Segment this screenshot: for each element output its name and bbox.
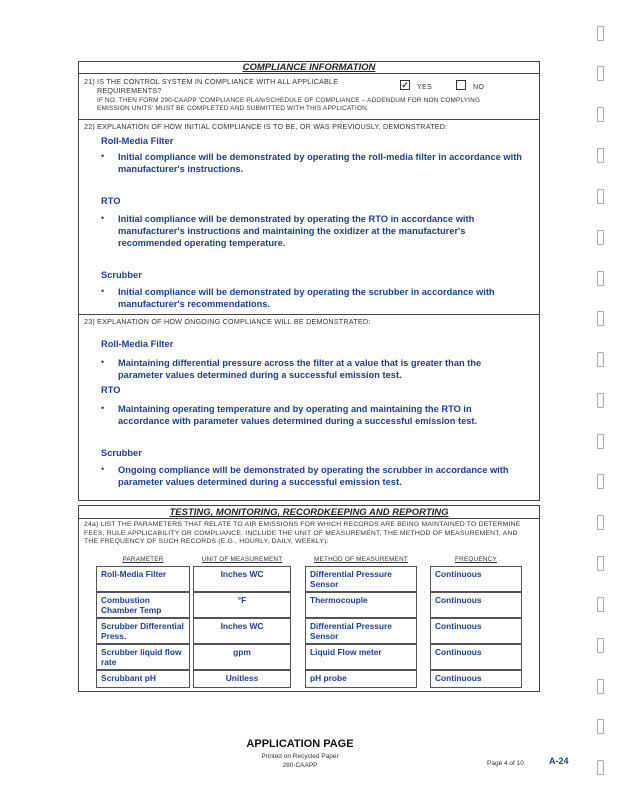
testing-title: TESTING, MONITORING, RECORDKEEPING AND REPORTING xyxy=(169,507,449,518)
margin-tab xyxy=(597,597,604,612)
column-header-method: METHOD OF MEASUREMENT xyxy=(313,556,409,563)
compliance-title: COMPLIANCE INFORMATION xyxy=(242,62,376,73)
q22-text: 22) EXPLANATION OF HOW INITIAL COMPLIANCE IS TO BE, OR WAS PREVIOUSLY, DEMONSTRATED: xyxy=(84,122,448,131)
margin-tab xyxy=(597,107,604,122)
table-cell-unit: gpm xyxy=(193,644,291,670)
q23-bullet-rto: Maintaining operating temperature and by operating and maintaining the RTO in accordance with parameter values determined during a successful emission test. xyxy=(118,404,478,426)
margin-tab xyxy=(597,638,604,653)
q23-heading-rto: RTO xyxy=(101,385,121,395)
table-cell-parameter: Scrubber Differential Press. xyxy=(96,618,190,644)
bullet-icon: • xyxy=(101,151,105,161)
q23-heading-roll-media: Roll-Media Filter xyxy=(101,339,174,349)
page-number: Page 4 of 10 xyxy=(487,760,524,767)
q22-bullet-roll-media: Initial compliance will be demonstrated by operating the roll-media filter in accordance with manufacturer's instructions. xyxy=(118,152,522,174)
bullet-icon: • xyxy=(101,403,105,413)
q23-heading-scrubber: Scrubber xyxy=(101,448,142,458)
margin-tab xyxy=(597,393,604,408)
column-header-frequency: FREQUENCY xyxy=(455,556,497,563)
margin-tab xyxy=(597,474,604,489)
divider xyxy=(78,518,540,519)
table-cell-method: Differential Pressure Sensor xyxy=(305,618,417,644)
margin-tab xyxy=(597,189,604,204)
divider xyxy=(78,119,540,120)
bullet-icon: • xyxy=(101,357,105,367)
table-cell-frequency: Continuous xyxy=(430,670,522,688)
table-cell-frequency: Continuous xyxy=(430,592,522,618)
q21-number: 21) xyxy=(84,77,95,86)
table-cell-frequency: Continuous xyxy=(430,566,522,592)
table-cell-method: Differential Pressure Sensor xyxy=(305,566,417,592)
page-label: A-24 xyxy=(549,756,569,766)
q23-text: 23) EXPLANATION OF HOW ONGOING COMPLIANCE WILL BE DEMONSTRATED: xyxy=(84,317,371,326)
yes-label: YES xyxy=(417,82,432,91)
q21-note: IF NO, THEN FORM 290-CAAPP 'COMPLIANCE PLAN/SCHEDULE OF COMPLIANCE – ADDENDUM FOR NON COMPLYING EMISSION UNITS' MUST BE COMPLETED AND SUBMITTED WITH THIS APPLICATION. xyxy=(97,97,481,112)
table-cell-unit: Inches WC xyxy=(193,618,291,644)
margin-tab xyxy=(597,271,604,286)
bullet-icon: • xyxy=(101,286,105,296)
margin-tab xyxy=(597,434,604,449)
footer-title: APPLICATION PAGE xyxy=(246,738,354,750)
column-header-unit: UNIT OF MEASUREMENT xyxy=(201,556,283,563)
divider xyxy=(78,314,540,315)
q22-bullet-scrubber: Initial compliance will be demonstrated by operating the scrubber in accordance with manufacturer's recommendations. xyxy=(118,287,495,309)
table-cell-unit: Unitless xyxy=(193,670,291,688)
divider xyxy=(78,73,540,74)
q21-text: IS THE CONTROL SYSTEM IN COMPLIANCE WITH ALL APPLICABLE REQUIREMENTS? xyxy=(97,77,339,95)
yes-checkbox[interactable]: ✓ xyxy=(401,80,409,90)
table-cell-frequency: Continuous xyxy=(430,618,522,644)
margin-tab xyxy=(597,515,604,530)
footer-printed: Printed on Recycled Paper xyxy=(261,753,339,760)
q22-heading-scrubber: Scrubber xyxy=(101,270,142,280)
table-cell-method: Thermocouple xyxy=(305,592,417,618)
margin-tab xyxy=(597,311,604,326)
table-cell-frequency: Continuous xyxy=(430,644,522,670)
table-cell-unit: Inches WC xyxy=(193,566,291,592)
q24-text: 24a) LIST THE PARAMETERS THAT RELATE TO AIR EMISSIONS FOR WHICH RECORDS ARE BEING MAINTAINED TO DETERMINE FEES, RULE APPLICABILITY OR COMPLIANCE. INCLUDE THE UNIT OF MEASUREMENT, THE METHOD OF MEASUREMENT, AND THE FREQUENCY OF SUCH RECORDS (E.G., HOURLY, DAILY, WEEKLY): xyxy=(84,521,521,546)
table-cell-parameter: Roll-Media Filter xyxy=(96,566,190,592)
margin-tab xyxy=(597,26,604,41)
margin-tab xyxy=(597,66,604,81)
table-cell-parameter: Scrubbant pH xyxy=(96,670,190,688)
bullet-icon: • xyxy=(101,213,105,223)
no-checkbox[interactable] xyxy=(456,80,466,90)
q22-heading-rto: RTO xyxy=(101,196,121,206)
margin-tab xyxy=(597,760,604,775)
margin-tab xyxy=(597,679,604,694)
table-cell-unit: °F xyxy=(193,592,291,618)
margin-tab xyxy=(597,230,604,245)
margin-tab xyxy=(597,556,604,571)
q23-bullet-scrubber: Ongoing compliance will be demonstrated by operating the scrubber in accordance with parameter values determined during a successful emission test. xyxy=(118,465,509,487)
margin-tab xyxy=(597,352,604,367)
footer-form: 280-CAAPP xyxy=(282,762,318,769)
table-cell-method: Liquid Flow meter xyxy=(305,644,417,670)
margin-tab xyxy=(597,148,604,163)
column-header-parameter: PARAMETER xyxy=(122,556,164,563)
bullet-icon: • xyxy=(101,464,105,474)
q22-heading-roll-media: Roll-Media Filter xyxy=(101,136,174,146)
margin-tab xyxy=(597,719,604,734)
no-label: NO xyxy=(473,82,485,91)
table-cell-parameter: Scrubber liquid flow rate xyxy=(96,644,190,670)
table-cell-method: pH probe xyxy=(305,670,417,688)
q23-bullet-roll-media: Maintaining differential pressure across the filter at a value that is greater than the parameter values determined during a successful emission test. xyxy=(118,358,482,380)
table-cell-parameter: Combustion Chamber Temp xyxy=(96,592,190,618)
q22-bullet-rto: Initial compliance will be demonstrated by operating the RTO in accordance with manufacturer's instructions and maintaining the oxidizer at the manufacturer's recommended operating temperature. xyxy=(118,214,475,248)
